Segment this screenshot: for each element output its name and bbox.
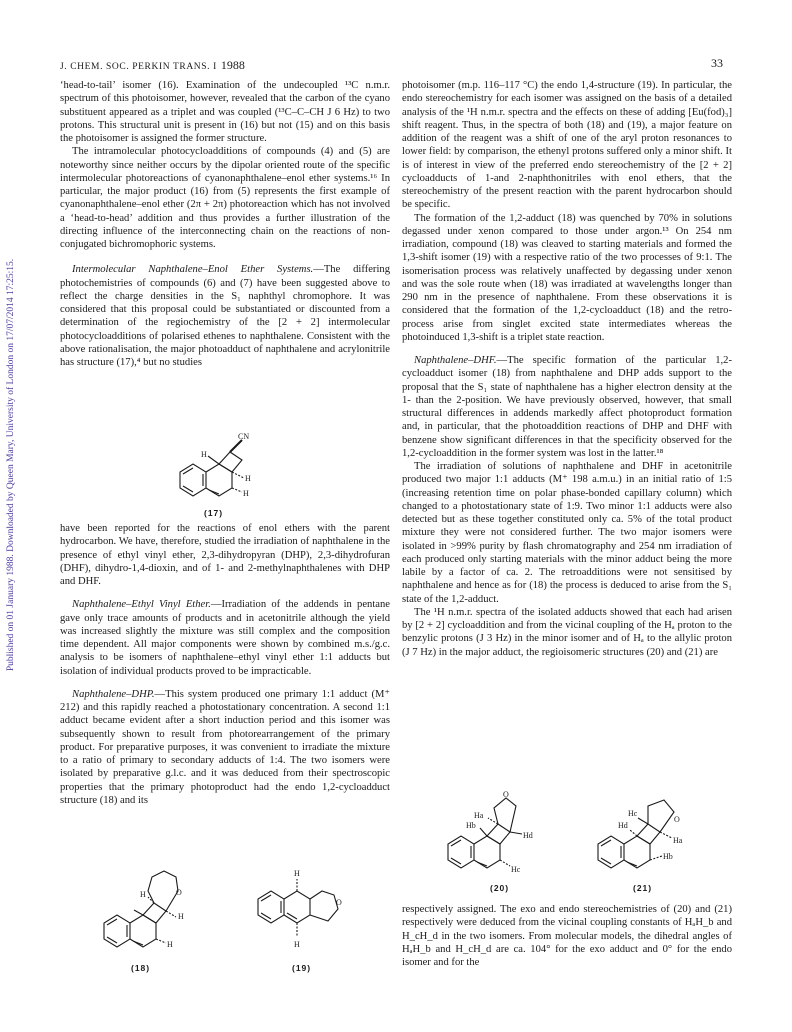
structure-label: (17) (204, 508, 224, 518)
paragraph-text: have been reported for the reactions of enol ethers with the parent hydrocarbon. We have, therefore, studied the irradiation of naphthalene in the presence of ethyl vinyl ether, 2,3-dihydropyran (DHP), 2,3-dihydrofuran (DHF), dihydro-1,4-dioxin, and of 1- and 2-methylnaphthalenes with DHP and DHF. (60, 523, 390, 587)
paragraph-text: ‘head-to-tail’ isomer (16). Examination of the undecoupled ¹³C n.m.r. spectrum of this photoisomer, however, revealed that the carbon of the cyano substituent appeared as a triplet and was coupled (¹³C–C–CH J 6 Hz) to two protons. This structural unit is present in (16) but not (15) and on this basis the photoisomer is assigned the former structure. (60, 80, 390, 144)
atom-label: H (140, 890, 146, 899)
paragraph-text: —Irradiation of the addends in pentane gave only trace amounts of products and in acetonitrile although the yield was increased slightly the mixture was still complex and the composition time dependent. All major components were shown by combined m.s./g.c. analysis to be isomers of naphthalene–ethyl vinyl ether 1:1 adducts but isolation of individual products proved to be impracticable. (60, 599, 390, 677)
section-paragraph (60, 598, 390, 678)
section-paragraph (60, 688, 390, 807)
left-column-top (60, 79, 390, 369)
atom-label: Hc (511, 865, 521, 874)
atom-label: Hd (523, 831, 533, 840)
atom-label: H (167, 940, 173, 949)
atom-label: H (294, 940, 300, 949)
section-heading: Naphthalene–Ethyl Vinyl Ether. (72, 599, 211, 611)
paragraph (402, 79, 732, 212)
download-notice[interactable]: Published on 01 January 1988. Downloaded by Queen Mary, University of London on 17/07/2014 17:25:15. (6, 258, 16, 672)
atom-label: Ha (673, 836, 683, 845)
structure-label: (19) (292, 963, 312, 973)
atom-label: Hb (663, 852, 673, 861)
paragraph-text: The formation of the 1,2-adduct (18) was quenched by 70% in solutions degassed under xenon compared to those under argon.¹³ On 254 nm irradiation, compound (18) was cleaved to starting materials and formed the 1,3-shift isomer (19) with a respective ratio of the two processes of 9:1. The isomerisation process was relatively unaffected by degassing under xenon and was the sole route when (18) was irradiated at wavelengths longer than 290 nm in the presence of naphthalene. From these observations it is considered that the formation of the 1,2-cycloadduct (18) and the retro-process arise from singlet excited state intermediates whereas the photoinduced 1,3-shift is a triplet state reaction. (402, 212, 732, 343)
section-heading: Naphthalene–DHF. (414, 355, 497, 366)
atom-label: H (294, 869, 300, 878)
paragraph-text: The ¹H n.m.r. spectra of the isolated adducts showed that each had arisen by [2 + 2] cycloaddition and from the vicinal coupling of the Hₐ proton to the benzylic protons (J 3 Hz) in the minor isomer and of Hₐ to the allylic proton (J 7 Hz) in the major adduct, the regioisomeric structures (20) and (21) are (402, 606, 732, 658)
paragraph (402, 212, 732, 345)
right-column-bottom (402, 903, 732, 969)
atom-label: Hd (618, 821, 628, 830)
running-header (60, 58, 245, 73)
atom-label: CN (238, 432, 250, 441)
atom-label: O (336, 898, 342, 907)
paragraph (402, 460, 732, 606)
atom-label: O (503, 790, 509, 799)
paragraph (60, 522, 390, 588)
paragraph (60, 79, 390, 145)
atom-label: H (245, 474, 251, 483)
journal-year: 1988 (220, 58, 245, 72)
structure-label: (20) (490, 883, 510, 893)
paragraph-text: The intramolecular photocycloadditions of compounds (4) and (5) are noteworthy since neither occurs by the dipolar oriented route of the specific intermolecular photoreactions of cyanonaphthalene–enol ether systems.¹⁶ In particular, the major product (16) from (5) represents the first example of cyanonaphthalene–enol ether (2π + 2π) photoreaction which has not involved a ‘head-to-head’ addition and thus provides a further illustration of the directing influence of the interconnecting chain on the reactions of non-conjugated bichromophoric systems. (60, 146, 390, 250)
paragraph-text: —This system produced one primary 1:1 adduct (M⁺ 212) and this rapidly reached a photostationary concentration. A second 1:1 adduct became evident after a short induction period and this isomer was subsequently shown to result from photorearrangement of the primary product. For preparative purposes, it was convenient to irradiate the mixture to a ratio of primary to secondary adducts of 1:4. The two isomers were isolated by preparative g.l.c. and it was deduced from their spectroscopic properties that the primary photoproduct had the endo 1,2-cycloadduct structure (18) and its (60, 688, 390, 806)
paragraph (402, 903, 732, 969)
structure-17 (168, 430, 298, 515)
paragraph-text: —The specific formation of the particular 1,2-cycloadduct isomer (18) from naphthalene and DHP adds support to the proposal that the S₁ state of naphthalene has a higher electron density at the 1- than the 2-position. We have previously observed, however, that small structural differences in addends markedly affect photoproduct formation and, in particular, that the photoaddition reactions of DHP and DHF with benzene show significant differences in that the specificity observed for the 1,2-cycloaddition in the former system was lost in the latter.¹⁸ (402, 355, 732, 459)
structure-19 (250, 865, 370, 965)
paragraph-text: —The differing photochemistries of compounds (6) and (7) have been suggested above to reflect the charge densities in the S₁ naphthyl chromophore. It was considered that this proposal could be substantiated or discounted from a determination of the regiochemistry of the [2 + 2] intermolecular photocycloadditions of polarised ethenes to naphthalene. Consistent with the above rationalisation, the major photoadduct of naphthalene and acrylonitrile has structure (17),⁴ but no studies (60, 264, 390, 368)
atom-label: H (178, 912, 184, 921)
paragraph (402, 606, 732, 659)
paragraph (60, 145, 390, 251)
left-column-bottom (60, 522, 390, 807)
structure-20 (440, 788, 570, 883)
atom-label: Hb (466, 821, 476, 830)
section-heading: Naphthalene–DHP. (72, 688, 155, 700)
atom-label: H (201, 450, 207, 459)
page-number: 33 (711, 56, 723, 70)
atom-label: Ha (474, 811, 484, 820)
structure-21 (590, 788, 720, 883)
section-heading: Intermolecular Naphthalene–Enol Ether Systems. (72, 264, 314, 276)
atom-label: O (674, 815, 680, 824)
paragraph-text: photoisomer (m.p. 116–117 °C) the endo 1,4-structure (19). In particular, the endo stereochemistry for each isomer was assigned on the basis of a detailed analysis of the ¹H n.m.r. spectra and the effects on these of adding [Eu(fod)₃] shift reagent. Thus, in the spectra of both (18) and (19), a major feature on addition of the reagent was a shift of one of the aryl proton resonances to lower field: by comparison, the ethenyl protons suffered only a minor shift. It is of interest in view of the preferred endo stereochemistry of the [2 + 2] cycloadducts of 1-and 2-naphthonitriles with enol ethers, that the stereochemistry of the present reaction with the parent hydrocarbon should be specific. (402, 80, 732, 211)
structure-18 (96, 855, 236, 965)
atom-label: Hc (628, 809, 638, 818)
paragraph-text: respectively assigned. The exo and endo stereochemistries of (20) and (21) respectively were deduced from the vicinal coupling constants of HₐH_b and H_cH_d in the two isomers. From molecular models, the dihedral angles of HₐH_b and H_cH_d are ca. 104° for the exo adduct and 0° for the endo isomer and for the (402, 904, 732, 968)
structure-label: (18) (131, 963, 151, 973)
section-paragraph (402, 354, 732, 460)
structure-label: (21) (633, 883, 653, 893)
download-watermark (1, 0, 21, 1032)
atom-label: H (243, 489, 249, 498)
paragraph-text: The irradiation of solutions of naphthalene and DHF in acetonitrile produced two major 1:1 adducts (M⁺ 198 a.m.u.) in an initial ratio of 1:5 (increasing retention time on polar phase-bonded capillary column) which changed to a photostationary state of 1:9. Two minor 1:1 adducts were also detected but as these together constituted only ca. 5% of the total product mixture they were not considered further. The two major isomers were isolated in >99% purity by flash chromatography and 254 nm irradiation of each produced only starting materials with the minor adduct being the more labile by a factor of ca. 2. The retroadditions were not sensitised by naphthalene and hence as for (18) the process is deduced to arise from the S₁ state of the 1,2-adduct. (402, 461, 732, 605)
journal-name: J. CHEM. SOC. PERKIN TRANS. I (60, 62, 217, 72)
section-paragraph (60, 263, 390, 369)
atom-label: O (176, 888, 182, 897)
right-column-top (402, 79, 732, 659)
